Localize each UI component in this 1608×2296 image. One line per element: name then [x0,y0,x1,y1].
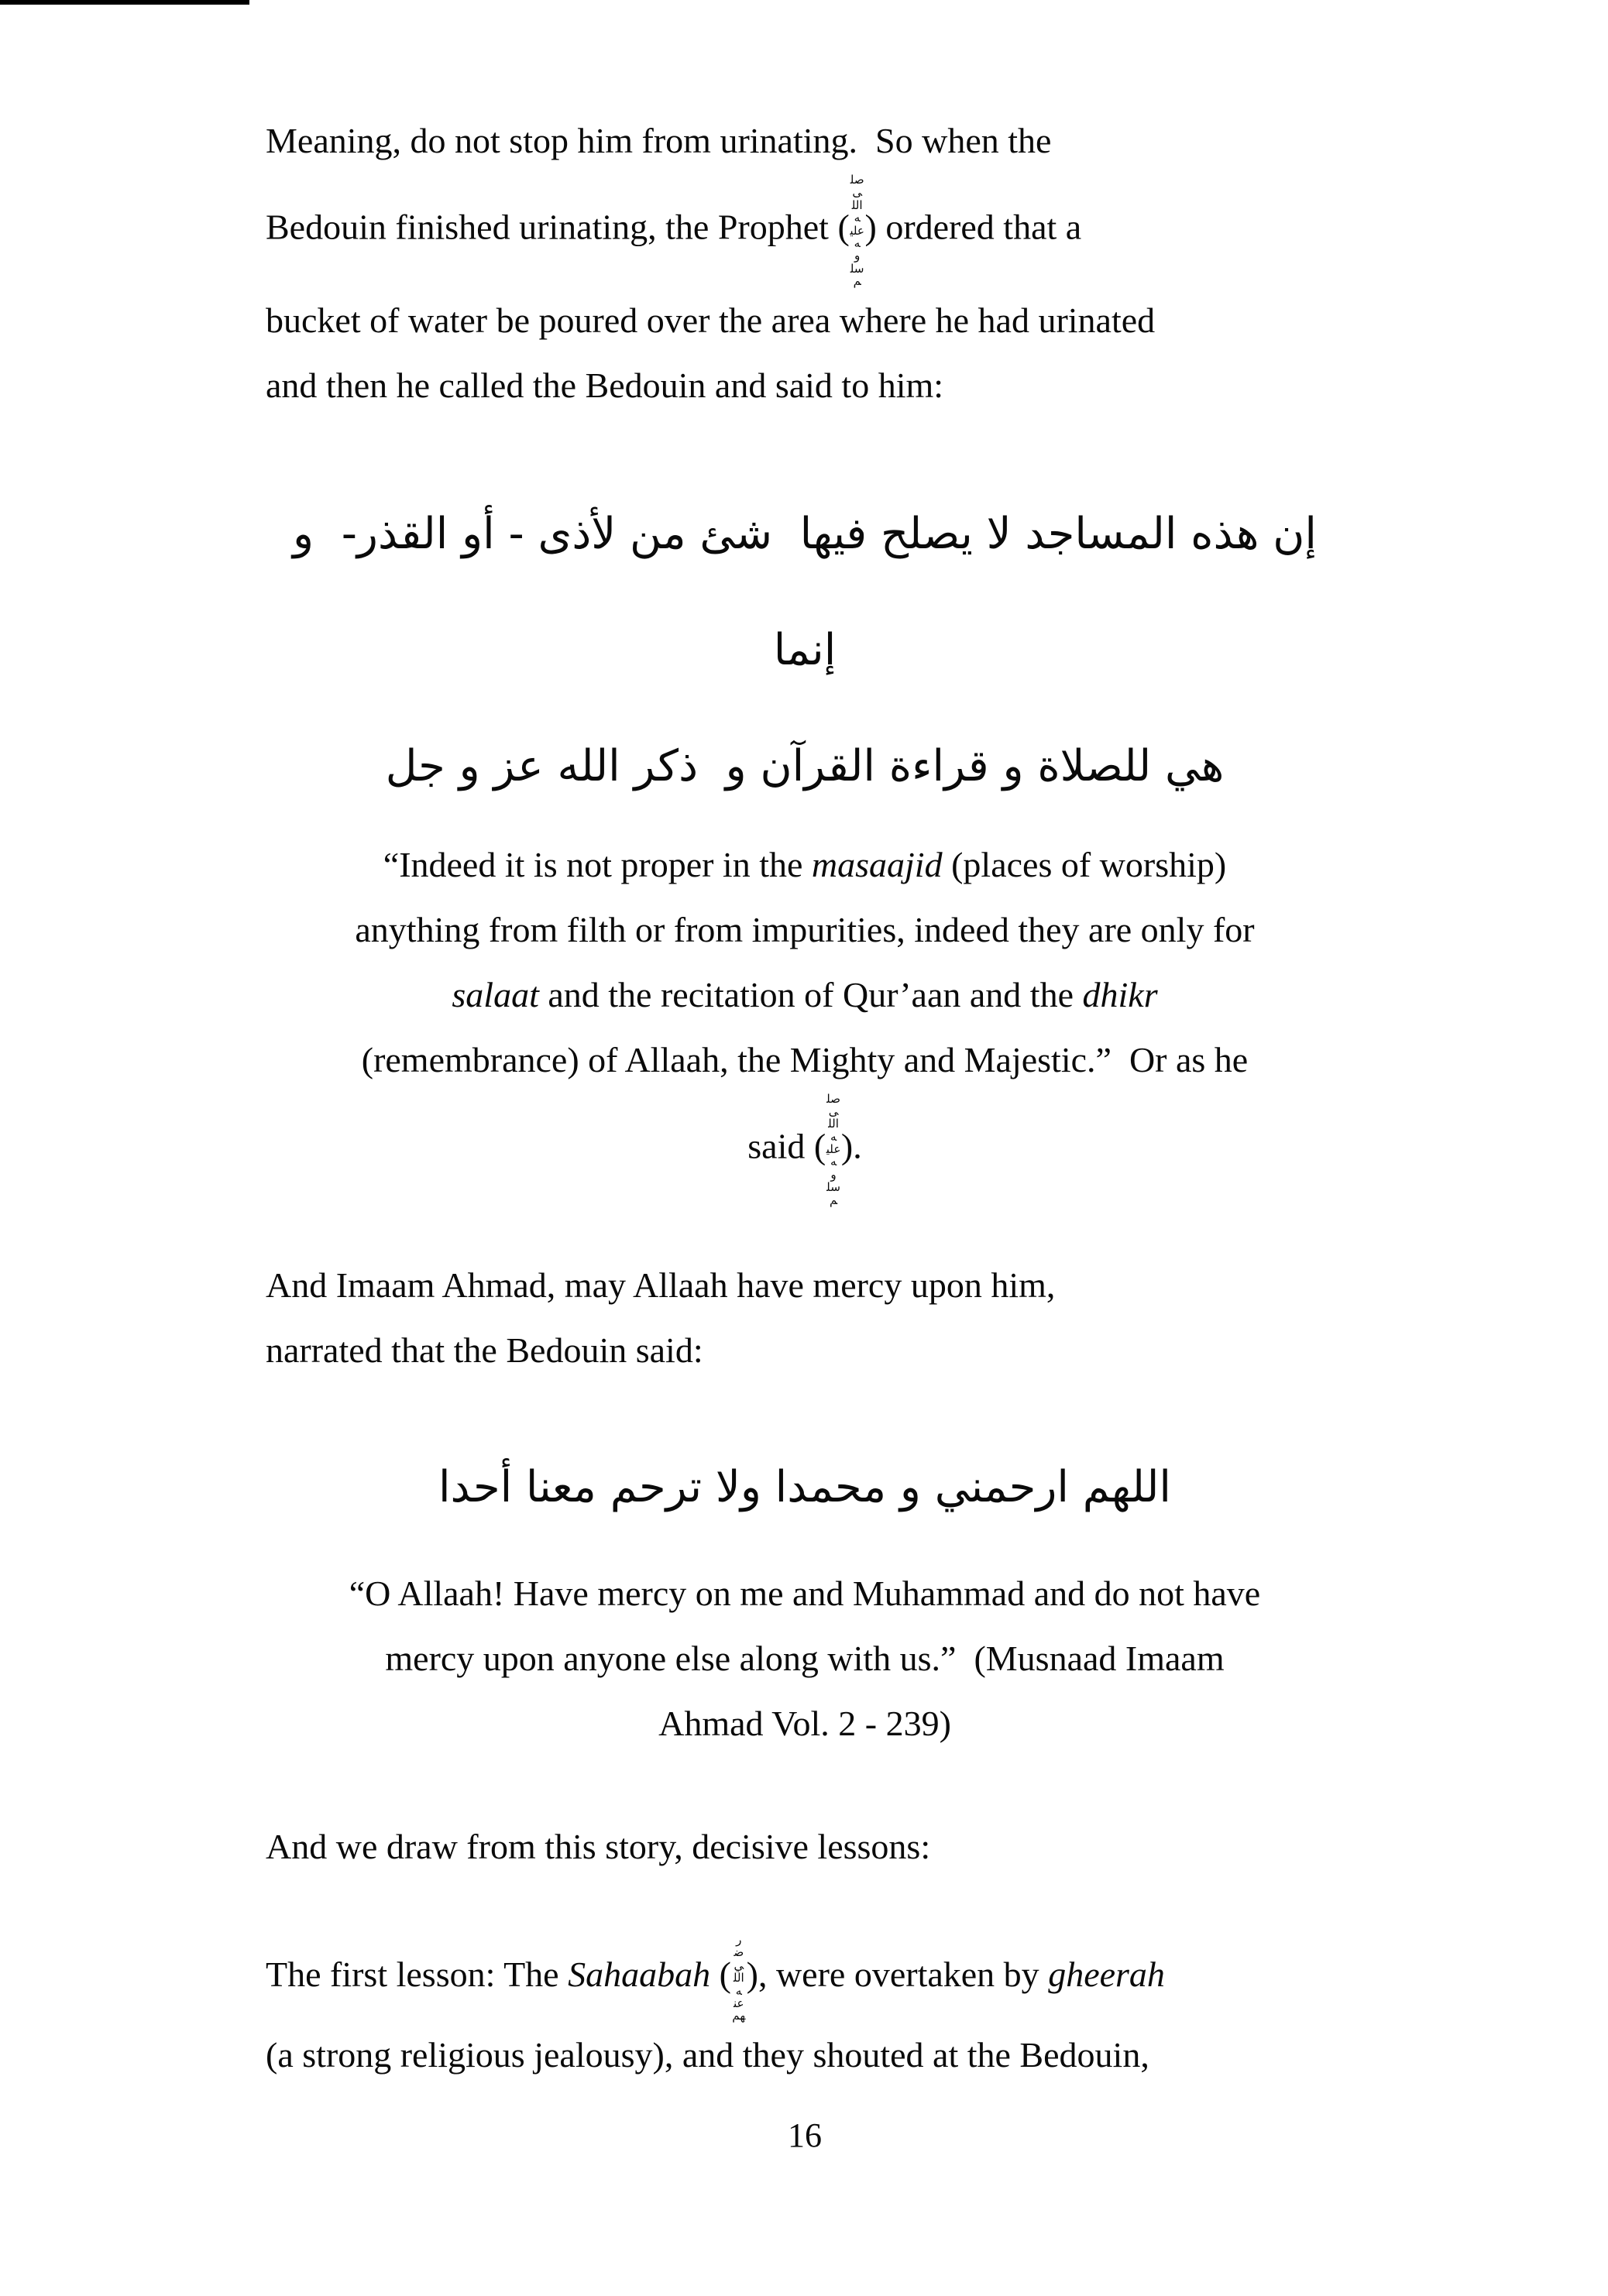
text-line [266,1093,1344,1207]
text-line [266,1814,1344,1879]
scan-artifact-line [0,0,249,5]
text-line [266,1429,1344,1546]
text-run: “Indeed it is not proper in the [383,844,812,884]
arabic-bedouin-dua [266,1429,1344,1546]
text-line [266,2023,1344,2088]
italic-term: salaat [452,974,539,1014]
text-run: “O Allaah! Have mercy on me and Muhammad and do not have [349,1574,1261,1614]
text-run: anything from filth or from impurities, indeed they are only for [355,909,1255,949]
text-run: ). [840,1125,862,1165]
text-run: إن هذه المساجد لا يصلح فيها شئ من لأذى - أو القذر- و إنما [279,508,1317,675]
text-line [266,1028,1344,1093]
text-line [266,1318,1344,1383]
text-line [266,1253,1344,1318]
text-run: ) ordered that a [864,207,1082,247]
arabic-hadith-text [266,476,1344,825]
text-run: narrated that the Bedouin said: [266,1330,703,1371]
text-run: and the recitation of Qur’aan and the [538,974,1083,1014]
text-line [266,897,1344,963]
text-run: The first lesson: The [266,1954,569,1994]
text-run: And we draw from this story, decisive lessons: [266,1827,931,1867]
paragraph-imaam-ahmad [266,1253,1344,1383]
text-run: Meaning, do not stop him from urinating. So when the [266,121,1052,160]
italic-term: Sahaabah [568,1954,711,1994]
text-line [266,1934,1344,2023]
italic-term: gheerah [1048,1954,1165,1994]
italic-term: dhikr [1082,974,1158,1014]
text-line [266,353,1344,418]
paragraph-lessons-intro [266,1814,1344,1879]
honorific-mark: صلى الله عليه وسلم [850,173,864,289]
text-line [266,1626,1344,1691]
page-content [266,0,1344,2168]
text-line [266,108,1344,173]
text-run: and then he called the Bedouin and said to him: [266,365,944,405]
text-line [266,476,1344,709]
honorific-mark: رضي الله عنهم [732,1933,746,2023]
text-run: (a strong religious jealousy), and they shouted at the Bedouin, [266,2034,1149,2075]
text-run: اللهم ارحمني و محمدا ولا ترحم معنا أحدا [438,1462,1171,1513]
text-run: And Imaam Ahmad, may Allaah have mercy upon him, [266,1265,1056,1306]
hadith-translation [266,832,1344,1207]
italic-term: masaajid [811,844,943,884]
text-line [266,173,1344,288]
page-number: 16 [788,2116,822,2154]
text-run: (remembrance) of Allaah, the Mighty and Majestic.” Or as he [361,1039,1249,1079]
paragraph-first-lesson [266,1934,1344,2088]
text-run: Bedouin finished urinating, the Prophet ( [266,207,850,247]
text-run: ( [710,1954,731,1994]
text-line [266,832,1344,897]
text-run: (places of worship) [942,844,1227,884]
text-run: Ahmad Vol. 2 - 239) [658,1704,951,1744]
text-line [266,288,1344,353]
paragraph-intro [266,108,1344,418]
text-line [266,709,1344,825]
text-run: ), were overtaken by [746,1954,1049,1994]
text-run: bucket of water be poured over the area where he had urinated [266,300,1156,340]
dua-translation [266,1561,1344,1756]
text-run: mercy upon anyone else along with us.” (Musnaad Imaam [385,1639,1225,1679]
text-line [266,1561,1344,1626]
honorific-mark: صلى الله عليه وسلم [826,1091,841,1207]
text-run: said ( [747,1125,826,1165]
text-line [266,1691,1344,1756]
text-run: هي للصلاة و قراءة القرآن و ذكر الله عز و جل [385,740,1225,791]
text-line [266,963,1344,1028]
